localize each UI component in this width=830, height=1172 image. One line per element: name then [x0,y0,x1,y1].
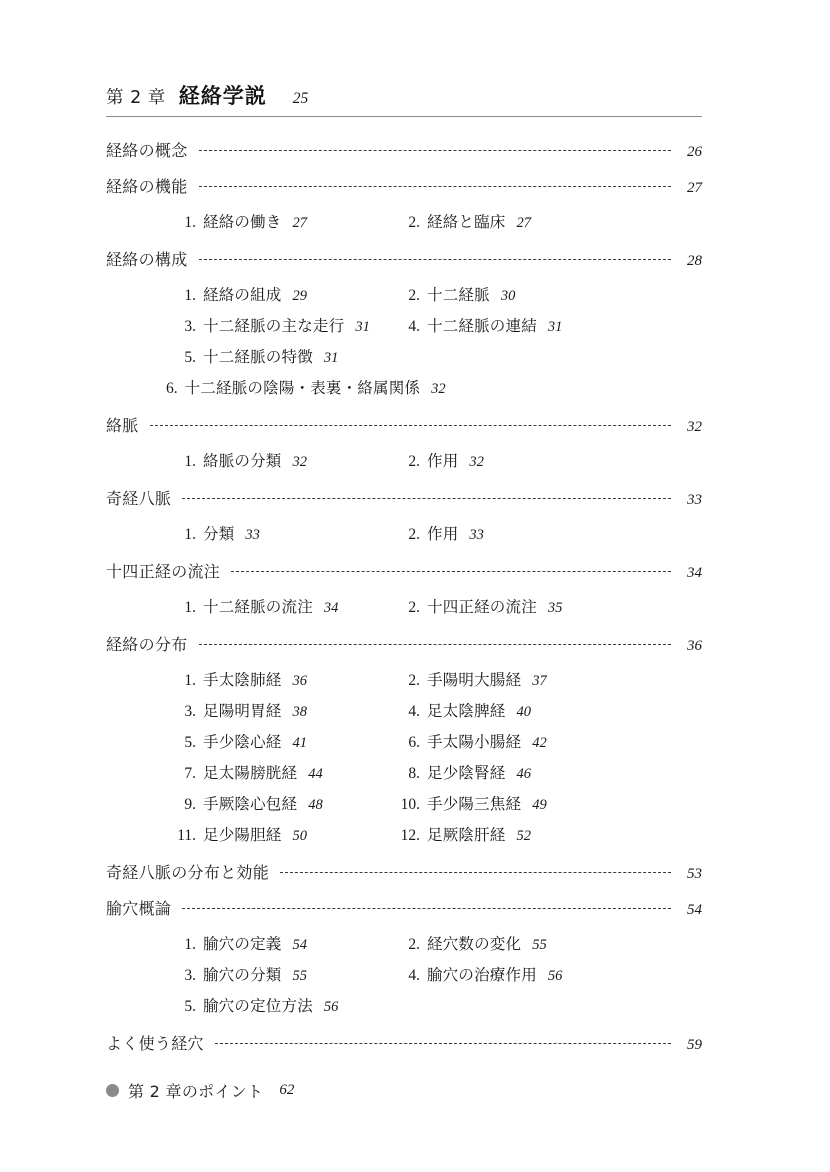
toc-section-row[interactable] [106,559,702,595]
dashed-leader [280,872,671,874]
toc-subitem[interactable] [166,522,390,553]
toc-section-page-number: 34 [687,565,702,581]
toc-section-row[interactable] [106,486,702,522]
toc-subitem-label: 経絡の働き [203,214,282,231]
toc-subitem-page-number: 32 [469,454,484,470]
toc-subitem-number: 10. [400,796,420,813]
toc-subitem-page-number: 33 [245,527,260,543]
toc-subitem-label: 足太陰脾経 [427,703,506,720]
toc-subitem-label: 腧穴の治療作用 [427,967,537,984]
toc-section-row[interactable] [106,247,702,283]
toc-section-title: 経絡の分布 [106,635,188,654]
toc-subitem-number: 11. [177,827,196,844]
toc-subitem[interactable] [390,792,702,823]
toc-subitem-page-number: 27 [292,215,308,231]
toc-subitem[interactable] [166,668,390,699]
toc-subitem-label: 十二経脈の特徴 [203,349,313,366]
toc-subitem[interactable] [390,449,702,480]
toc-subitem-group [106,210,702,241]
toc-subitem-number: 2. [408,214,420,231]
toc-section-row[interactable] [106,413,702,449]
toc-subitem[interactable] [390,699,702,730]
toc-subitem-page-number: 32 [431,381,446,397]
toc-subitem-label: 手厥陰心包経 [203,796,298,813]
dashed-leader [199,150,671,152]
toc-subitem-number: 3. [184,703,196,720]
toc-subitem-label: 足厥陰肝経 [427,827,506,844]
toc-section-row[interactable] [106,896,702,932]
toc-section-page-number: 54 [687,902,702,918]
toc-subitem-page-number: 31 [355,319,370,335]
dashed-leader [199,644,671,646]
toc-subitem-page-number: 31 [323,350,339,366]
toc-subitem-label: 十二経脈の流注 [203,599,313,616]
toc-subitem[interactable] [166,761,390,792]
toc-subitem-label: 手少陰心経 [203,734,282,751]
toc-subitem-page-number: 35 [547,600,563,616]
toc-subitem-label: 絡脈の分類 [203,453,282,470]
toc-subitem-group [106,668,702,854]
toc-subitem-number: 4. [408,967,420,984]
dashed-leader [150,425,671,427]
toc-subitem-number: 2. [408,936,420,953]
toc-subitem[interactable] [390,963,702,994]
toc-subitem-number: 12. [400,827,420,844]
toc-subitem[interactable] [390,522,702,553]
toc-section-title: よく使う経穴 [106,1034,204,1053]
toc-section-title: 経絡の構成 [106,250,188,269]
toc-subitem-number: 2. [408,526,420,543]
toc-subitem[interactable] [166,314,390,345]
toc-section-page-number: 27 [687,180,702,196]
toc-subitem-label: 作用 [427,453,459,470]
toc-section-title: 奇経八脈 [106,489,172,508]
toc-subitem-page-number: 56 [323,999,339,1015]
toc-subitem-number: 2. [408,599,420,616]
toc-subitem-label: 足太陽膀胱経 [203,765,298,782]
toc-section-row[interactable] [106,1031,702,1067]
toc-subitem-page-number: 56 [547,968,563,984]
toc-subitem-number: 3. [184,318,196,335]
toc-subitem-label: 十二経脈 [427,287,490,304]
toc-subitem[interactable] [390,932,702,963]
toc-subitem-label: 経絡と臨床 [427,214,506,231]
toc-subitem[interactable] [390,730,702,761]
toc-subitem-number: 2. [408,453,420,470]
toc-subitem-label: 腧穴の分類 [203,967,282,984]
toc-subitem-group [106,932,702,1025]
toc-subitem-label: 十二経脈の主な走行 [203,318,345,335]
toc-subitem[interactable] [166,345,390,376]
toc-subitem-label: 十二経脈の連結 [427,318,537,335]
toc-section-page-number: 36 [687,638,702,654]
toc-subitem[interactable] [166,963,390,994]
toc-subitem-page-number: 48 [308,797,323,813]
toc-subitem-number: 1. [184,287,196,304]
toc-subitem-label: 経穴数の変化 [427,936,522,953]
toc-subitem-label: 経絡の組成 [203,287,282,304]
toc-subitem-page-number: 52 [516,828,532,844]
chapter-start-page: 25 [292,90,309,107]
toc-subitem-page-number: 27 [516,215,532,231]
chapter-points-row[interactable] [106,1073,702,1107]
toc-subitem-number: 7. [184,765,196,782]
toc-subitem[interactable] [390,283,702,314]
filled-circle-icon [106,1084,119,1097]
toc-section-row[interactable] [106,138,702,174]
header-divider [106,116,702,117]
toc-subitem-number: 1. [184,672,196,689]
toc-subitem-grid [166,210,702,241]
toc-subitem[interactable] [166,823,390,854]
toc-subitem[interactable] [390,595,702,626]
toc-subitem-label: 腧穴の定義 [203,936,282,953]
toc-subitem-label: 腧穴の定位方法 [203,998,313,1015]
toc-section-page-number: 28 [687,253,702,269]
toc-section-title: 奇経八脈の分布と効能 [106,863,270,882]
toc-subitem-page-number: 46 [516,766,532,782]
toc-subitem-number: 1. [184,599,196,616]
toc-section-title: 絡脈 [106,416,139,435]
chapter-title: 経絡学説 [178,84,267,108]
toc-subitem-grid [166,449,702,480]
toc-subitem-number: 9. [184,796,196,813]
toc-subitem-label: 十二経脈の陰陽・表裏・絡属関係 [184,380,421,397]
toc-section-page-number: 59 [687,1037,702,1053]
toc-subitem-page-number: 32 [292,454,308,470]
toc-subitem[interactable] [390,668,702,699]
toc-subitem-number: 3. [184,967,196,984]
toc-subitem-page-number: 37 [532,673,547,689]
toc-subitem-page-number: 33 [469,527,484,543]
table-of-contents [106,138,702,1107]
toc-section-row[interactable] [106,174,702,210]
chapter-number-label: 第 2 章 [106,88,166,108]
toc-section-page-number: 53 [687,866,702,882]
toc-subitem-page-number: 30 [500,288,516,304]
toc-subitem-number: 8. [408,765,420,782]
toc-section-title: 経絡の概念 [106,141,188,160]
toc-subitem-number: 1. [184,214,196,231]
toc-subitem[interactable] [166,699,390,730]
dashed-leader [199,186,671,188]
chapter-points-page-number: 62 [279,1081,295,1098]
toc-subitem-label: 足少陰腎経 [427,765,506,782]
toc-subitem[interactable] [166,449,390,480]
toc-subitem[interactable] [390,210,702,241]
dashed-leader [199,259,671,261]
toc-section-row[interactable] [106,632,702,668]
toc-subitem-label: 手太陰肺経 [203,672,282,689]
toc-section-page-number: 33 [687,492,702,508]
toc-subitem-label: 分類 [203,526,235,543]
toc-subitem[interactable] [166,210,390,241]
toc-section-title: 腧穴概論 [106,899,172,918]
toc-subitem-page-number: 44 [308,766,323,782]
toc-subitem-page-number: 29 [292,288,308,304]
dashed-leader [182,498,671,500]
chapter-header [106,80,702,110]
toc-subitem[interactable] [166,932,390,963]
toc-subitem-grid [166,283,702,407]
toc-subitem-grid [166,522,702,553]
toc-section-title: 経絡の機能 [106,177,188,196]
toc-subitem-group [106,449,702,480]
toc-section-row[interactable] [106,860,702,896]
toc-subitem-number: 2. [408,672,420,689]
toc-subitem-page-number: 34 [323,600,339,616]
toc-subitem-page-number: 49 [532,797,547,813]
toc-subitem-group [106,522,702,553]
toc-subitem-number: 5. [184,349,196,366]
toc-subitem-label: 足陽明胃経 [203,703,282,720]
toc-subitem-page-number: 55 [292,968,308,984]
toc-section-page-number: 32 [687,419,702,435]
toc-subitem-number: 6. [166,380,178,397]
toc-subitem-number: 1. [184,936,196,953]
toc-subitem-grid [166,668,702,854]
toc-subitem-number: 4. [408,318,420,335]
toc-subitem[interactable] [390,761,702,792]
toc-subitem-page-number: 54 [292,937,308,953]
toc-subitem-group [106,283,702,407]
toc-subitem-page-number: 50 [292,828,308,844]
dashed-leader [215,1043,671,1045]
toc-subitem[interactable] [166,792,390,823]
toc-subitem-number: 5. [184,998,196,1015]
toc-subitem-page-number: 42 [532,735,547,751]
toc-subitem-page-number: 31 [547,319,563,335]
toc-subitem-number: 2. [408,287,420,304]
toc-section-page-number: 26 [687,144,702,160]
toc-subitem[interactable] [166,376,446,407]
toc-subitem-number: 4. [408,703,420,720]
toc-subitem-label: 足少陽胆経 [203,827,282,844]
toc-section-title: 十四正経の流注 [106,562,221,581]
toc-subitem-label: 手少陽三焦経 [427,796,522,813]
toc-subitem-page-number: 40 [516,704,532,720]
toc-subitem-label: 十四正経の流注 [427,599,537,616]
toc-subitem-page-number: 41 [292,735,308,751]
chapter-points-label: 第 2 章のポイント [128,1081,264,1101]
toc-subitem-page-number: 38 [292,704,308,720]
toc-subitem-number: 1. [184,526,196,543]
toc-subitem[interactable] [166,595,390,626]
toc-subitem-number: 5. [184,734,196,751]
toc-subitem[interactable] [390,823,702,854]
toc-subitem[interactable] [166,730,390,761]
toc-subitem-label: 手太陽小腸経 [427,734,522,751]
toc-subitem-page-number: 36 [292,673,308,689]
toc-subitem-label: 作用 [427,526,459,543]
toc-subitem-grid [166,595,702,626]
toc-subitem-number: 6. [408,734,420,751]
toc-subitem[interactable] [390,314,702,345]
toc-subitem-grid [166,932,702,1025]
toc-subitem[interactable] [166,283,390,314]
dashed-leader [231,571,671,573]
toc-subitem-number: 1. [184,453,196,470]
toc-subitem-page-number: 55 [532,937,547,953]
toc-subitem-label: 手陽明大腸経 [427,672,522,689]
dashed-leader [182,908,671,910]
toc-subitem-group [106,595,702,626]
toc-subitem[interactable] [166,994,390,1025]
